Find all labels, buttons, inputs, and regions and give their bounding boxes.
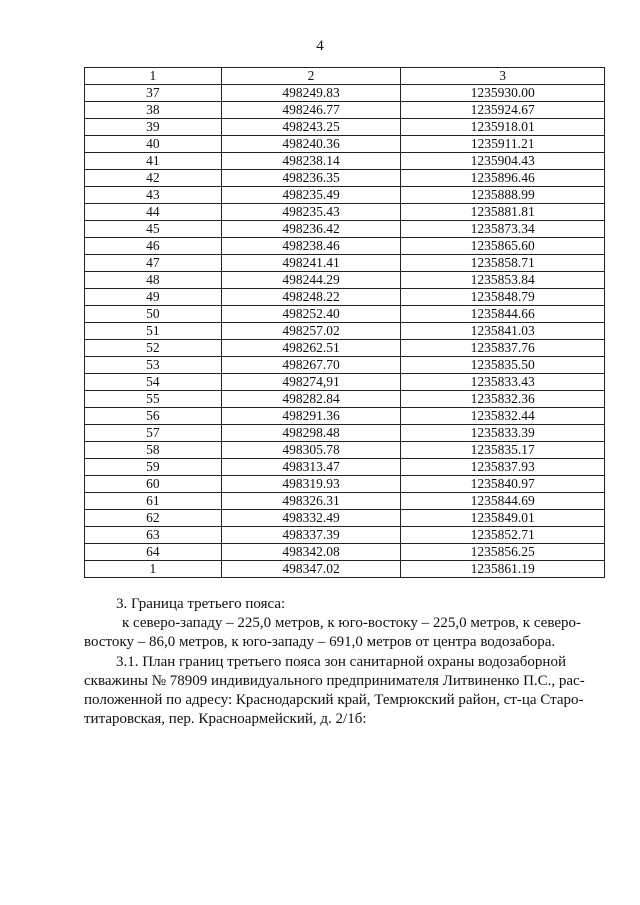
table-cell: 45 xyxy=(85,221,222,238)
table-cell: 498337.39 xyxy=(221,527,401,544)
table-cell: 60 xyxy=(85,476,222,493)
table-cell: 498248.22 xyxy=(221,289,401,306)
table-cell: 498238.14 xyxy=(221,153,401,170)
table-row xyxy=(85,102,605,119)
table-cell: 498241.41 xyxy=(221,255,401,272)
table-cell: 58 xyxy=(85,442,222,459)
table-cell: 1235844.69 xyxy=(401,493,605,510)
table-row xyxy=(85,357,605,374)
distances-line: востоку – 86,0 метров, к юго-западу – 691,0 метров от центра водозабора. xyxy=(84,634,556,650)
column-header: 1 xyxy=(85,68,222,85)
table-row xyxy=(85,221,605,238)
table-row xyxy=(85,238,605,255)
table-row xyxy=(85,289,605,306)
table-cell: 498238.46 xyxy=(221,238,401,255)
table-cell: 59 xyxy=(85,459,222,476)
table-cell: 56 xyxy=(85,408,222,425)
table-cell: 1235832.44 xyxy=(401,408,605,425)
table-cell: 64 xyxy=(85,544,222,561)
column-header: 3 xyxy=(401,68,605,85)
table-cell: 1235881.81 xyxy=(401,204,605,221)
page-number: 4 xyxy=(316,38,324,54)
table-row xyxy=(85,459,605,476)
table-cell: 1235849.01 xyxy=(401,510,605,527)
table-row xyxy=(85,187,605,204)
table-cell: 63 xyxy=(85,527,222,544)
table-cell: 498244.29 xyxy=(221,272,401,289)
table-cell: 37 xyxy=(85,85,222,102)
table-cell: 62 xyxy=(85,510,222,527)
table-cell: 1235918.01 xyxy=(401,119,605,136)
table-cell: 46 xyxy=(85,238,222,255)
table-cell: 498332.49 xyxy=(221,510,401,527)
table-row xyxy=(85,425,605,442)
table-cell: 498257.02 xyxy=(221,323,401,340)
table-row xyxy=(85,391,605,408)
table-cell: 1235896.46 xyxy=(401,170,605,187)
table-cell: 498282.84 xyxy=(221,391,401,408)
table-cell: 1235911.21 xyxy=(401,136,605,153)
table-cell: 40 xyxy=(85,136,222,153)
table-row xyxy=(85,119,605,136)
table-body xyxy=(85,85,605,578)
table-row xyxy=(85,561,605,578)
table-row xyxy=(85,408,605,425)
table-cell: 61 xyxy=(85,493,222,510)
table-cell: 498236.42 xyxy=(221,221,401,238)
table-cell: 1 xyxy=(85,561,222,578)
table-cell: 498291.36 xyxy=(221,408,401,425)
table-row xyxy=(85,544,605,561)
table-cell: 1235835.50 xyxy=(401,357,605,374)
table-row xyxy=(85,340,605,357)
table-row xyxy=(85,442,605,459)
table-cell: 498262.51 xyxy=(221,340,401,357)
table-row xyxy=(85,85,605,102)
table-cell: 498240.36 xyxy=(221,136,401,153)
table-row xyxy=(85,374,605,391)
table-cell: 51 xyxy=(85,323,222,340)
table-cell: 47 xyxy=(85,255,222,272)
table-cell: 1235841.03 xyxy=(401,323,605,340)
table-cell: 498267.70 xyxy=(221,357,401,374)
table-cell: 1235844.66 xyxy=(401,306,605,323)
table-cell: 38 xyxy=(85,102,222,119)
table-header-row xyxy=(85,68,605,85)
table-row xyxy=(85,323,605,340)
table-cell: 1235865.60 xyxy=(401,238,605,255)
table-cell: 498235.49 xyxy=(221,187,401,204)
table-cell: 1235888.99 xyxy=(401,187,605,204)
table-cell: 1235833.43 xyxy=(401,374,605,391)
plan-line: положенной по адресу: Краснодарский край, Темрюкский район, ст-ца Старо- xyxy=(84,692,584,708)
table-cell: 1235853.84 xyxy=(401,272,605,289)
heading-text: 3. Граница третьего пояса: xyxy=(116,596,286,612)
table-cell: 1235837.93 xyxy=(401,459,605,476)
table-cell: 498249.83 xyxy=(221,85,401,102)
table-row xyxy=(85,476,605,493)
table-row xyxy=(85,306,605,323)
distances-line: к северо-западу – 225,0 метров, к юго-востоку – 225,0 метров, к северо- xyxy=(122,615,581,631)
plan-paragraph xyxy=(84,653,600,729)
table-cell: 498243.25 xyxy=(221,119,401,136)
table-row xyxy=(85,510,605,527)
section-3-heading xyxy=(116,595,600,614)
distances-paragraph xyxy=(84,614,600,652)
table-cell: 498319.93 xyxy=(221,476,401,493)
table-cell: 498235.43 xyxy=(221,204,401,221)
table-cell: 498326.31 xyxy=(221,493,401,510)
table-row xyxy=(85,204,605,221)
table-cell: 44 xyxy=(85,204,222,221)
table-cell: 1235835.17 xyxy=(401,442,605,459)
table-row xyxy=(85,493,605,510)
table-cell: 49 xyxy=(85,289,222,306)
table-cell: 498274,91 xyxy=(221,374,401,391)
table-row xyxy=(85,170,605,187)
table-cell: 1235832.36 xyxy=(401,391,605,408)
table-cell: 498236.35 xyxy=(221,170,401,187)
table-cell: 55 xyxy=(85,391,222,408)
coordinates-table xyxy=(84,67,605,578)
table-cell: 498298.48 xyxy=(221,425,401,442)
table-cell: 43 xyxy=(85,187,222,204)
table-cell: 1235924.67 xyxy=(401,102,605,119)
table-cell: 39 xyxy=(85,119,222,136)
table-cell: 1235930.00 xyxy=(401,85,605,102)
table-cell: 498347.02 xyxy=(221,561,401,578)
table-cell: 1235837.76 xyxy=(401,340,605,357)
table-cell: 498252.40 xyxy=(221,306,401,323)
table-cell: 1235858.71 xyxy=(401,255,605,272)
table-cell: 57 xyxy=(85,425,222,442)
plan-line: титаровская, пер. Красноармейский, д. 2/1б: xyxy=(84,711,367,727)
table-cell: 50 xyxy=(85,306,222,323)
table-cell: 41 xyxy=(85,153,222,170)
table-cell: 1235833.39 xyxy=(401,425,605,442)
table-row xyxy=(85,255,605,272)
table-cell: 1235852.71 xyxy=(401,527,605,544)
table-cell: 52 xyxy=(85,340,222,357)
plan-line: скважины № 78909 индивидуального предпринимателя Литвиненко П.С., рас- xyxy=(84,673,585,689)
plan-line: 3.1. План границ третьего пояса зон санитарной охраны водозаборной xyxy=(116,654,566,670)
column-header: 2 xyxy=(221,68,401,85)
table-cell: 54 xyxy=(85,374,222,391)
table-cell: 1235904.43 xyxy=(401,153,605,170)
table-cell: 53 xyxy=(85,357,222,374)
table-cell: 1235840.97 xyxy=(401,476,605,493)
table-cell: 48 xyxy=(85,272,222,289)
table-cell: 498342.08 xyxy=(221,544,401,561)
table-cell: 1235848.79 xyxy=(401,289,605,306)
table-cell: 498246.77 xyxy=(221,102,401,119)
table-cell: 498305.78 xyxy=(221,442,401,459)
table-row xyxy=(85,153,605,170)
table-cell: 498313.47 xyxy=(221,459,401,476)
table-row xyxy=(85,272,605,289)
table-row xyxy=(85,527,605,544)
table-cell: 1235861.19 xyxy=(401,561,605,578)
table-cell: 1235856.25 xyxy=(401,544,605,561)
table-cell: 1235873.34 xyxy=(401,221,605,238)
table-cell: 42 xyxy=(85,170,222,187)
table-row xyxy=(85,136,605,153)
